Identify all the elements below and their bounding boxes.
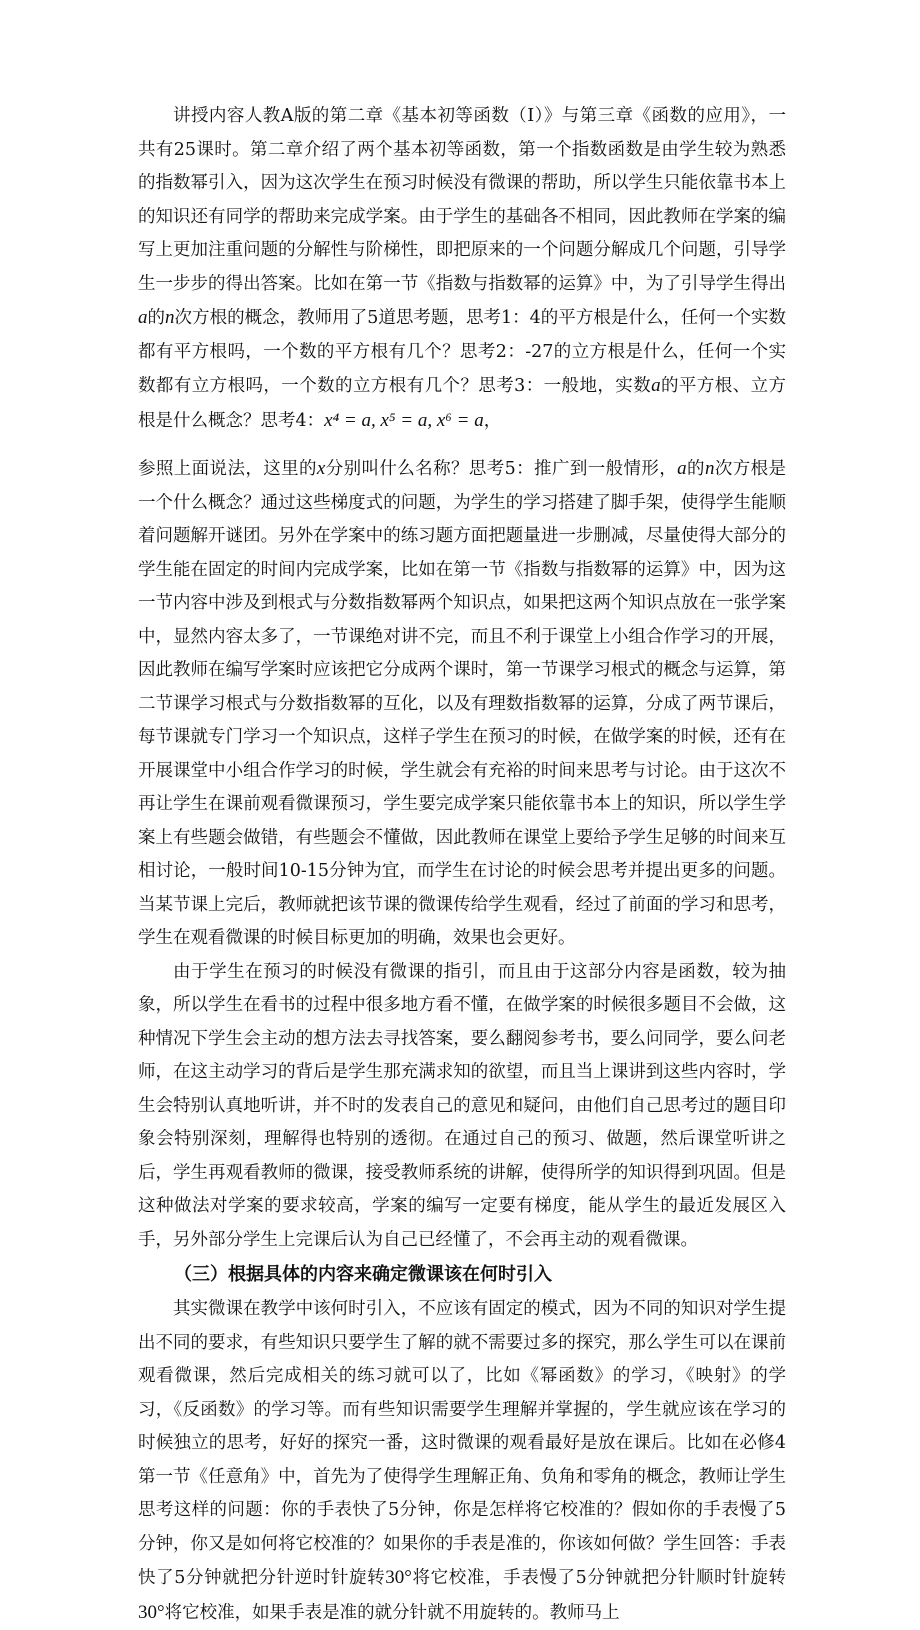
text-run: ，: [483, 410, 502, 431]
math-var: x: [316, 458, 326, 479]
math-var: n: [704, 458, 715, 479]
text-run: 参照上面说法，这里的: [138, 459, 317, 479]
text-run: 的: [686, 459, 705, 479]
section-heading: （三）根据具体的内容来确定微课该在何时引入: [174, 1264, 552, 1285]
paragraph-1: [138, 100, 786, 438]
text-run: 的: [147, 308, 166, 328]
text-run: 的平方根、立方根是什么概念？思考4：: [138, 376, 786, 431]
math-var: a: [651, 375, 661, 396]
text-run: 分别叫什么名称？思考5：推广到一般情形，: [325, 459, 678, 479]
text-run: 其实微课在教学中该何时引入，不应该有固定的模式，因为不同的知识对学生提出不同的要求，有些知识只要学生了解的就不需要过多的探究，那么学生可以在课前观看微课，然后完成相关的练习就可以了，比如《幂函数》的学习，《映射》的学习，《反函数》的学习等。而有些知识需要学生理解并掌握的，学生就应该在学习的时候独立的思考，好好的探究一番，这时微课的观看最好是放在课后。比如在必修4第一节《任意角》中，首先为了使得学生理解正角、负角和零角的概念，教师让学生思考这样的问题：你的手表快了5分钟，你是怎样将它校准的？假如你的手表慢了5分钟，你又是如何将它校准的？如果你的手表是准的，你该如何做？学生回答：手表快了5分钟就把分针逆时针旋转: [138, 1299, 786, 1588]
text-run: 次方根的概念，教师用了5道思考题，思考1：4的平方根是什么，任何一个实数都有平方根吗，一个数的平方根有几个？思考2：-27的立方根是什么，任何一个实数都有立方根吗，一个数的立方根有几个？思考3：一般地，实数: [138, 308, 786, 396]
math-degree: 30°: [385, 1567, 412, 1588]
math-var: a: [677, 458, 687, 479]
math-var: a: [138, 307, 148, 328]
text-run: 将它校准，如果手表是准的就分针就不用旋转的。教师马上: [164, 1602, 620, 1623]
text-run: 讲授内容人教A版的第二章《基本初等函数（Ⅰ）》与第三章《函数的应用》，一共有25课时。第二章介绍了两个基本初等函数，第一个指数函数是由学生较为熟悉的指数幂引入，因为这次学生在预习时候没有微课的帮助，所以学生只能依靠书本上的知识还有同学的帮助来完成学案。由于学生的基础各不相同，因此教师在学案的编写上更加注重问题的分解性与阶梯性，即把原来的一个问题分解成几个问题，引导学生一步步的得出答案。比如在第一节《指数与指数幂的运算》中，为了引导学生得出: [138, 106, 786, 294]
text-run: 次方根是一个什么概念？通过这些梯度式的问题，为学生的学习搭建了脚手架，使得学生能顺着问题解开谜团。另外在学案中的练习题方面把题量进一步删减，尽量使得大部分的学生能在固定的时间内完成学案，比如在第一节《指数与指数幂的运算》中，因为这一节内容中涉及到根式与分数指数幂两个知识点，如果把这两个知识点放在一张学案中，显然内容太多了，一节课绝对讲不完，而且不利于课堂上小组合作学习的开展，因此教师在编写学案时应该把它分成两个课时，第一节课学习根式的概念与运算，第二节课学习根式与分数指数幂的互化，以及有理数指数幂的运算，分成了两节课后，每节课就专门学习一个知识点，这样子学生在预习的时候，在做学案的时候，还有在开展课堂中小组合作学习的时候，学生就会有充裕的时间来思考与讨论。由于这次不再让学生在课前观看微课预习，学生要完成学案只能依靠书本上的知识，所以学生学案上有些题会做错，有些题会不懂做，因此教师在课堂上要给予学生足够的时间来互相讨论，一般时间10-15分钟为宜，而学生在讨论的时候会思考并提出更多的问题。当某节课上完后，教师就把该节课的微课传给学生观看，经过了前面的学习和思考，学生在观看微课的时候目标更加的明确，效果也会更好。: [138, 459, 787, 948]
math-equation: x⁴ = a, x⁵ = a, x⁶ = a: [324, 409, 484, 431]
document-page: [138, 100, 786, 1630]
math-degree: 30°: [138, 1601, 165, 1623]
paragraph-4: [138, 1293, 786, 1630]
paragraph-3: 由于学生在预习的时候没有微课的指引，而且由于这部分内容是函数，较为抽象，所以学生在看书的过程中很多地方看不懂，在做学案的时候很多题目不会做，这种情况下学生会主动的想方法去寻找答案，要么翻阅参考书，要么问同学，要么问老师，在这主动学习的背后是学生那充满求知的欲望，而且当上课讲到这些内容时，学生会特别认真地听讲，并不时的发表自己的意见和疑问，由他们自己思考过的题目印象会特别深刻，理解得也特别的透彻。在通过自己的预习、做题，然后课堂听讲之后，学生再观看教师的微课，接受教师系统的讲解，使得所学的知识得到巩固。但是这种做法对学案的要求较高，学案的编写一定要有梯度，能从学生的最近发展区入手，另外部分学生上完课后认为自己已经懂了，不会再主动的观看微课。: [138, 961, 786, 1250]
math-var: n: [165, 307, 175, 328]
text-run: 将它校准，手表慢了5分钟就把分针顺时针旋转: [411, 1568, 786, 1588]
paragraph-2: [138, 452, 786, 956]
